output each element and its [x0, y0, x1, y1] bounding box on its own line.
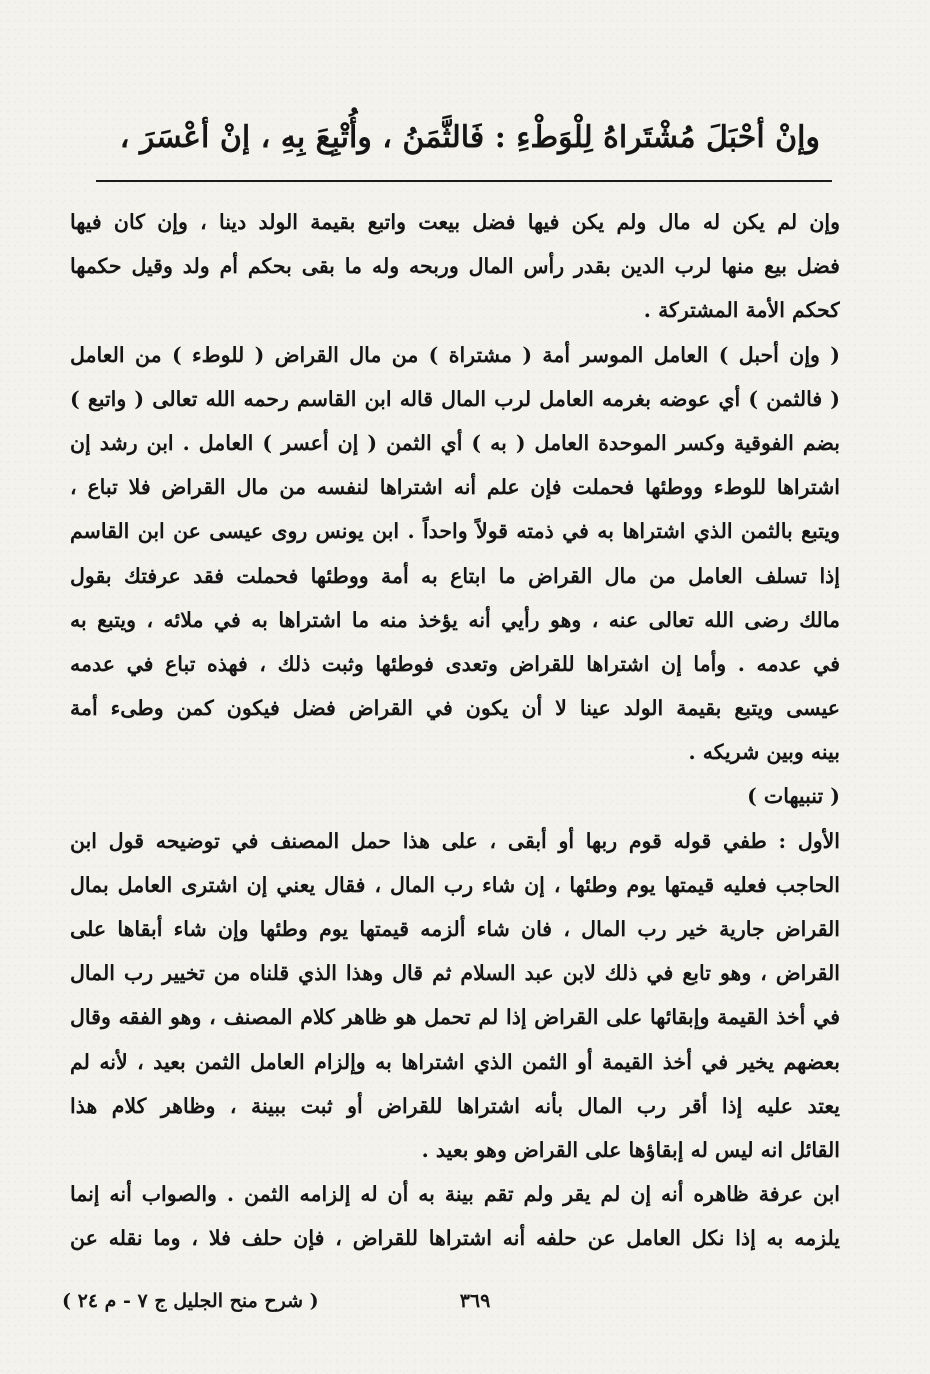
text-line: فضل بيع منها لرب الدين بقدر رأس المال وربحه وله ما بقى بحكم أم ولد وقيل حكمها: [70, 254, 840, 279]
text-line: يلزمه به إذا نكل العامل عن حلفه أنه اشتراها للقراض ، فإن حلف فلا ، وما نقله عن: [70, 1226, 840, 1251]
text-line: اشتراها للوطء ووطئها فحملت فإن علم أنه اشتراها لنفسه من مال القراض فلا تباع ،: [70, 475, 840, 500]
text-line: كحكم الأمة المشتركة .: [643, 298, 840, 323]
commentary-body: [70, 200, 840, 1261]
text-line: إذا تسلف العامل من مال القراض ما ابتاع به أمة ووطئها فحملت فقد عرفتك بقول: [70, 563, 840, 588]
text-line: وإن لم يكن له مال ولم يكن فيها فضل بيعت واتبع بقيمة الولد دينا ، وإن كان فيها: [70, 210, 840, 234]
text-line: ( وإن أحبل ) العامل الموسر أمة ( مشتراة ) من مال القراض ( للوطء ) من العامل: [70, 342, 840, 367]
separator-rule: [96, 180, 832, 182]
text-line: القائل انه ليس له إبقاؤها على القراض وهو بعيد .: [421, 1137, 840, 1162]
page-number: ٣٦٩: [459, 1290, 491, 1312]
text-line: عيسى ويتبع بقيمة الولد عينا لا أن يكون في القراض فضل فيكون كمن وطىء أمة: [70, 696, 840, 721]
matn-heading: وإنْ أحْبَلَ مُشْتَراهُ لِلْوَطْءِ : فَالثَّمَنُ ، وأُتْبِعَ بِهِ ، إنْ أعْسَرَ ،: [119, 120, 820, 155]
text-line: في أخذ القيمة وإبقائها على القراض إذا لم تحمل هو ظاهر كلام المصنف ، وهو الفقه وقال: [70, 1005, 840, 1030]
page-footer: [40, 1290, 860, 1326]
book-reference: ( شرح منح الجليل ج ٧ - م ٢٤ ): [62, 1290, 319, 1312]
text-line: مالك رضى الله تعالى عنه ، وهو رأيي أنه يؤخذ منه ما اشتراها به في ملائه ، ويتبع به: [70, 607, 840, 632]
text-line: القراض جارية خير رب المال ، فان شاء ألزمه قيمتها يوم وطئها وإن شاء أبقاها على: [70, 917, 840, 941]
text-line: الأول : طفي قوله قوم ربها أو أبقى ، على هذا حمل المصنف في توضيحه قول ابن: [70, 828, 840, 853]
text-line: بينه وبين شريكه .: [688, 740, 840, 765]
text-line: بضم الفوقية وكسر الموحدة العامل ( به ) أي الثمن ( إن أعسر ) العامل . ابن رشد إن: [70, 430, 840, 455]
text-line: في عدمه . وأما إن اشتراها للقراض وتعدى فوطئها وثبت ذلك ، فهذه تباع في عدمه: [70, 651, 840, 676]
section-heading: ( تنبيهات ): [747, 784, 840, 809]
text-line: ابن عرفة ظاهره أنه إن لم يقر ولم تقم بينة به أن له إلزامه الثمن . والصواب أنه إنما: [70, 1182, 840, 1207]
text-line: ويتبع بالثمن الذي اشتراها به في ذمته قولاً واحداً . ابن يونس روى عيسى عن ابن القاسم: [70, 519, 840, 544]
text-line: بعضهم يخير في أخذ القيمة أو الثمن الذي اشتراها به وإلزام العامل الثمن بعيد ، لأنه لم: [70, 1049, 840, 1074]
text-line: ( فالثمن ) أي عوضه بغرمه العامل لرب المال قاله ابن القاسم رحمه الله تعالى ( واتبع ): [70, 386, 840, 411]
text-line: القراض ، وهو تابع في ذلك لابن عبد السلام ثم قال وهذا الذي قلناه من تخيير رب المال: [70, 961, 840, 986]
text-line: الحاجب فعليه قيمتها يوم وطئها ، إن شاء رب المال ، فقال يعني إن اشترى العامل بمال: [70, 872, 840, 897]
text-line: يعتد عليه إذا أقر رب المال بأنه اشتراها للقراض أو ثبت ببينة ، وظاهر كلام هذا: [70, 1093, 840, 1118]
